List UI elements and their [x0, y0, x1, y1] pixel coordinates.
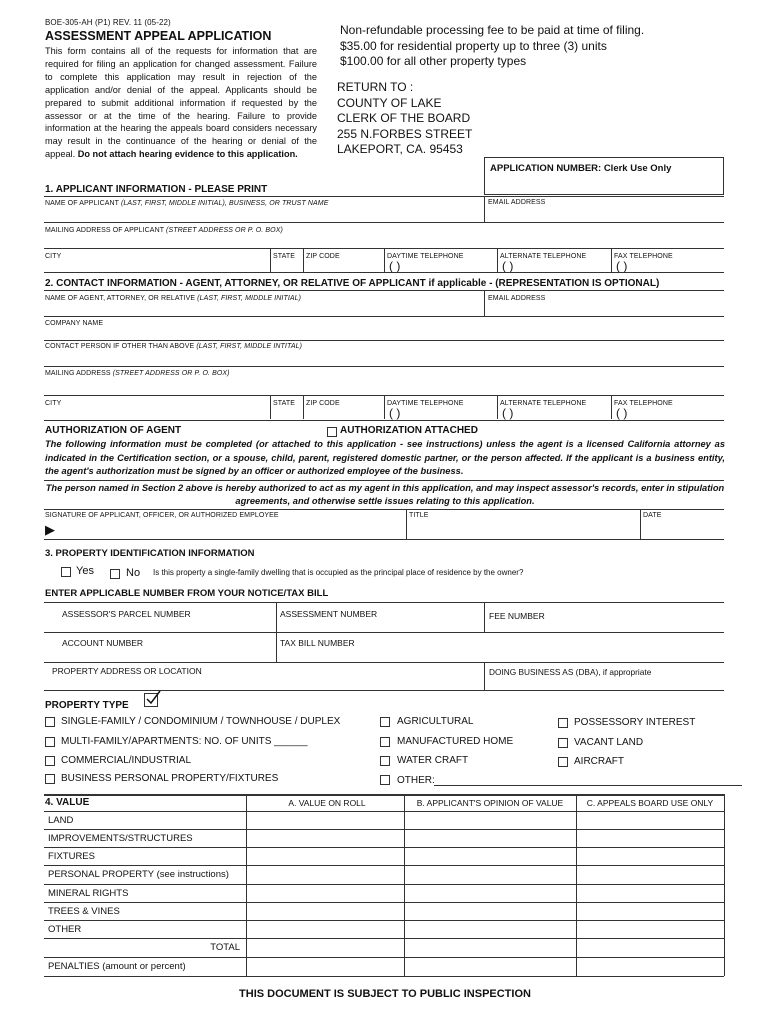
signature-arrow-icon: ▶	[45, 522, 55, 537]
applicant-city-label: CITY	[45, 253, 62, 260]
property-type-option: WATER CRAFT	[397, 755, 469, 766]
authorization-instructions: The following information must be completed (or attached to this application - see instructions) unless the agent is a licensed California attorney as indicated in the Certification section, or a spouse, child, parent, registered domestic partner, or the person affected. If the applicant is a business entity, the agent's authorization must be signed by an officer or authorized employee of the business.	[45, 439, 725, 476]
value-row-label: LAND	[48, 815, 74, 826]
contact-person-label: CONTACT PERSON IF OTHER THAN ABOVE (LAST, FIRST, MIDDLE INTITAL)	[45, 343, 303, 350]
intro-paragraph	[45, 45, 317, 161]
applicant-opinion-header: B. APPLICANT'S OPINION OF VALUE	[416, 798, 564, 808]
agent-fax-label: FAX TELEPHONE	[614, 400, 673, 407]
applicant-mailing-label: MAILING ADDRESS OF APPLICANT (STREET ADDRESS OR P. O. BOX)	[45, 227, 283, 234]
property-type-option: SINGLE-FAMILY / CONDOMINIUM / TOWNHOUSE / DUPLEX	[61, 716, 341, 727]
property-type-option: POSSESSORY INTEREST	[574, 717, 696, 728]
value-row-label: IMPROVEMENTS/STRUCTURES	[48, 833, 193, 844]
property-type-option: AGRICULTURAL	[397, 716, 474, 727]
value-row-label: PENALTIES (amount or percent)	[48, 961, 186, 972]
form-id: BOE-305-AH (P1) REV. 11 (05-22)	[45, 18, 171, 27]
property-type-option: BUSINESS PERSONAL PROPERTY/FIXTURES	[61, 773, 279, 784]
property-type-option: AIRCRAFT	[574, 756, 624, 767]
agent-state-label: STATE	[273, 400, 296, 407]
title-label: TITLE	[409, 512, 429, 519]
property-type-option: VACANT LAND	[574, 737, 644, 748]
water-craft-checkbox[interactable]	[380, 756, 390, 766]
property-type-option: COMMERCIAL/INDUSTRIAL	[61, 755, 192, 766]
section-2-heading: 2. CONTACT INFORMATION - AGENT, ATTORNEY, OR RELATIVE OF APPLICANT if applicable - (REPRESENTATION IS OPTIONAL)	[45, 278, 660, 289]
property-type-option: MULTI-FAMILY/APARTMENTS: NO. OF UNITS ______	[61, 736, 308, 747]
fee-line-1: Non-refundable processing fee to be paid at time of filing.	[340, 23, 645, 37]
application-number-box[interactable]	[484, 157, 724, 195]
return-address-line: COUNTY OF LAKE	[337, 95, 442, 110]
applicant-name-label: NAME OF APPLICANT (LAST, FIRST, MIDDLE INITIAL), BUSINESS, OR TRUST NAME	[45, 200, 329, 207]
owner-occupied-no-checkbox[interactable]	[110, 569, 120, 579]
dba-label: DOING BUSINESS AS (DBA), if appropriate	[489, 667, 652, 677]
appeals-board-column	[577, 812, 723, 975]
section-1-heading: 1. APPLICANT INFORMATION - PLEASE PRINT	[45, 184, 268, 195]
vacant-land-checkbox[interactable]	[558, 738, 568, 748]
value-row-label: MINERAL RIGHTS	[48, 888, 129, 899]
value-row-label: TREES & VINES	[48, 906, 120, 917]
agent-email-label: EMAIL ADDRESS	[488, 295, 546, 302]
applicant-daytime-phone-field[interactable]: ( )	[389, 259, 401, 273]
yes-label: Yes	[76, 565, 94, 577]
value-row-label: FIXTURES	[48, 851, 95, 862]
manufactured-home-checkbox[interactable]	[380, 737, 390, 747]
applicant-mailing-field[interactable]	[44, 235, 724, 247]
applicant-alt-phone-field[interactable]: ( )	[502, 259, 514, 273]
owner-occupied-question: Is this property a single-family dwelling that is occupied as the principal place of residence by the owner?	[153, 568, 524, 577]
return-address-line: 255 N.FORBES STREET	[337, 126, 473, 141]
value-row-total-label: TOTAL	[210, 942, 240, 953]
section-4-heading: 4. VALUE	[45, 797, 90, 808]
business-personal-property-checkbox[interactable]	[45, 774, 55, 784]
applicant-zip-label: ZIP CODE	[306, 253, 340, 260]
applicant-daytime-phone-label: DAYTIME TELEPHONE	[387, 253, 464, 260]
assessment-number-label: ASSESSMENT NUMBER	[280, 609, 378, 619]
intro-text: This form contains all of the requests for information that are required for filing an application for changed assessment. Failure to complete this application may result in rejection of the application and/or denial of the appeal. Applicants should be prepared to submit additional information if requested by the assessor or at the time of the hearing. Failure to provide information at the hearing the appeals board considers necessary may result in the continuance of the hearing or denial of the appeal.	[45, 46, 317, 160]
enter-number-heading: ENTER APPLICABLE NUMBER FROM YOUR NOTICE/TAX BILL	[45, 588, 329, 599]
agent-daytime-phone-field[interactable]: ( )	[389, 406, 401, 420]
applicant-fax-label: FAX TELEPHONE	[614, 253, 673, 260]
signature-field[interactable]	[62, 520, 402, 538]
applicant-fax-field[interactable]: ( )	[616, 259, 628, 273]
parcel-number-label: ASSESSOR'S PARCEL NUMBER	[62, 609, 191, 619]
appeals-board-header: C. APPEALS BOARD USE ONLY	[586, 798, 714, 808]
account-number-label: ACCOUNT NUMBER	[62, 638, 144, 648]
agent-alt-phone-field[interactable]: ( )	[502, 406, 514, 420]
applicant-email-field[interactable]	[488, 208, 724, 222]
authorization-heading: AUTHORIZATION OF AGENT	[45, 425, 182, 436]
property-type-check-icon	[144, 693, 158, 707]
agricultural-checkbox[interactable]	[380, 717, 390, 727]
agent-zip-label: ZIP CODE	[306, 400, 340, 407]
agent-name-label: NAME OF AGENT, ATTORNEY, OR RELATIVE (LAST, FIRST, MIDDLE INITIAL)	[45, 295, 302, 302]
agent-alt-phone-label: ALTERNATE TELEPHONE	[500, 400, 587, 407]
authorization-statement: The person named in Section 2 above is hereby authorized to act as my agent in this application, and may inspect assessor's records, enter in stipulation agreements, and otherwise settle issues relating to this application.	[45, 483, 725, 506]
property-address-label: PROPERTY ADDRESS OR LOCATION	[52, 666, 202, 676]
date-label: DATE	[643, 512, 662, 519]
intro-bold-text: Do not attach hearing evidence to this application.	[77, 149, 298, 160]
value-row-label: PERSONAL PROPERTY (see instructions)	[48, 869, 229, 880]
section-3-heading: 3. PROPERTY IDENTIFICATION INFORMATION	[45, 548, 255, 559]
aircraft-checkbox[interactable]	[558, 757, 568, 767]
authorization-attached-label: AUTHORIZATION ATTACHED	[340, 425, 478, 436]
return-address	[337, 80, 472, 158]
commercial-checkbox[interactable]	[45, 756, 55, 766]
fee-number-label: FEE NUMBER	[489, 611, 545, 621]
return-address-line: LAKEPORT, CA. 95453	[337, 142, 463, 156]
signature-label: SIGNATURE OF APPLICANT, OFFICER, OR AUTHORIZED EMPLOYEE	[45, 512, 279, 519]
other-input-line[interactable]	[434, 785, 742, 786]
no-label: No	[126, 567, 141, 579]
agent-fax-field[interactable]: ( )	[616, 406, 628, 420]
company-name-label: COMPANY NAME	[45, 320, 104, 327]
property-type-option: MANUFACTURED HOME	[397, 736, 514, 747]
fee-notice	[340, 23, 644, 70]
applicant-opinion-column[interactable]	[405, 812, 575, 975]
form-title: ASSESSMENT APPEAL APPLICATION	[45, 29, 272, 43]
applicant-alt-phone-label: ALTERNATE TELEPHONE	[500, 253, 587, 260]
agent-daytime-phone-label: DAYTIME TELEPHONE	[387, 400, 464, 407]
other-checkbox[interactable]	[380, 775, 390, 785]
public-inspection-notice: THIS DOCUMENT IS SUBJECT TO PUBLIC INSPECTION	[239, 988, 531, 1000]
applicant-name-field[interactable]	[44, 208, 482, 222]
fee-line-3: $100.00 for all other property types	[340, 54, 527, 68]
multi-family-checkbox[interactable]	[45, 737, 55, 747]
property-type-heading: PROPERTY TYPE	[45, 700, 129, 711]
owner-occupied-yes-checkbox[interactable]	[61, 567, 71, 577]
agent-city-label: CITY	[45, 400, 62, 407]
property-type-option: OTHER:	[397, 775, 435, 786]
fee-line-2: $35.00 for residential property up to three (3) units	[340, 38, 607, 53]
possessory-interest-checkbox[interactable]	[558, 718, 568, 728]
authorization-attached-checkbox[interactable]	[327, 427, 337, 437]
value-on-roll-column[interactable]	[247, 812, 403, 975]
value-row-label: OTHER	[48, 924, 82, 935]
return-to-label: RETURN TO :	[337, 80, 414, 94]
single-family-checkbox[interactable]	[45, 717, 55, 727]
applicant-state-label: STATE	[273, 253, 296, 260]
agent-mailing-label: MAILING ADDRESS (STREET ADDRESS OR P. O. BOX)	[45, 370, 230, 377]
return-address-line: CLERK OF THE BOARD	[337, 111, 471, 125]
tax-bill-number-label: TAX BILL NUMBER	[280, 638, 355, 648]
value-on-roll-header: A. VALUE ON ROLL	[288, 798, 366, 808]
application-number-label: APPLICATION NUMBER: Clerk Use Only	[490, 163, 672, 174]
applicant-email-label: EMAIL ADDRESS	[488, 199, 546, 206]
